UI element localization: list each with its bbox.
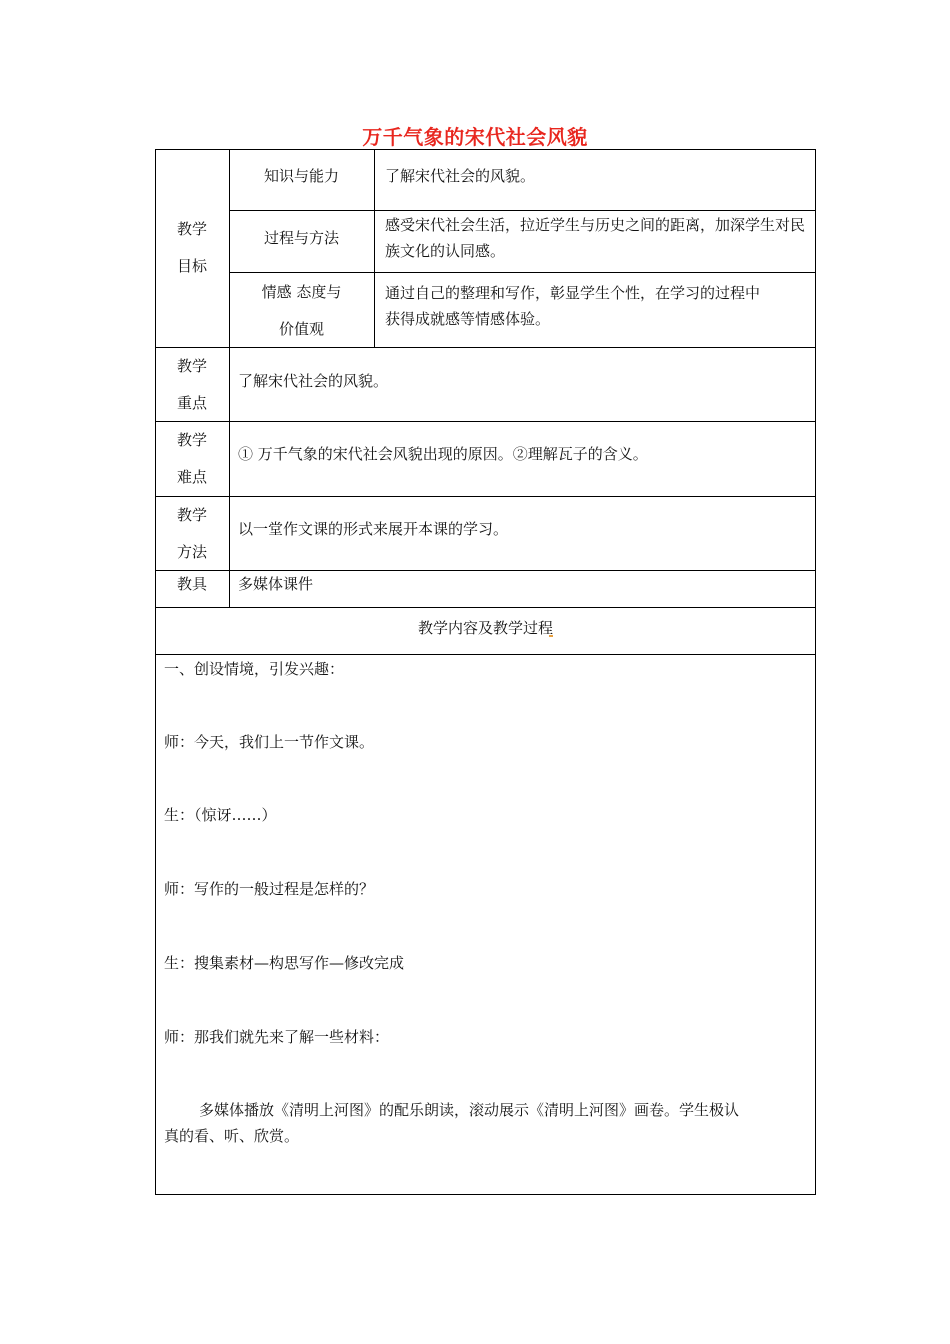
row-divider [155, 654, 816, 655]
dialogue-line: 生：（惊讶……） [164, 806, 277, 824]
objective-category-knowledge: 知识与能力 [263, 167, 339, 185]
dialogue-line: 师：那我们就先来了解一些材料： [164, 1028, 390, 1046]
row-divider [155, 421, 816, 422]
objective-content-emotion: 通过自己的整理和写作，彰显学生个性，在学习的过程中 获得成就感等情感体验。 [385, 284, 761, 328]
row-divider [229, 210, 816, 211]
tools-label: 教具 [176, 575, 207, 593]
objective-content-process: 感受宋代社会生活，拉近学生与历史之间的距离，加深学生对民族文化的认同感。 [385, 216, 806, 260]
difficulties-content: ① 万千气象的宋代社会风貌出现的原因。②理解瓦子的含义。 [238, 445, 648, 463]
dialogue-line: 师：写作的一般过程是怎样的？ [164, 880, 375, 898]
objective-content-knowledge: 了解宋代社会的风貌。 [385, 167, 536, 185]
key-points-label: 教学 重点 [176, 357, 207, 412]
method-content: 以一堂作文课的形式来展开本课的学习。 [238, 520, 509, 538]
process-section-heading: 一、创设情境，引发兴趣： [164, 660, 345, 678]
row-divider [155, 496, 816, 497]
key-points-content: 了解宋代社会的风貌。 [238, 372, 389, 390]
objective-category-process: 过程与方法 [263, 229, 339, 247]
row-divider [229, 272, 816, 273]
process-header: 教学内容及教学过程 [417, 619, 553, 637]
process-paragraph: 多媒体播放《清明上河图》的配乐朗读，滚动展示《清明上河图》画卷。学生极认 真的看、听、欣赏。 [164, 1101, 740, 1145]
method-label: 教学 方法 [176, 506, 207, 561]
row-divider [155, 607, 816, 608]
difficulties-label: 教学 难点 [176, 431, 207, 486]
column-divider [229, 149, 230, 608]
tools-content: 多媒体课件 [238, 575, 314, 593]
page-title: 万千气象的宋代社会风貌 [362, 125, 588, 149]
column-divider [374, 149, 375, 348]
dialogue-line: 生：搜集素材—构思写作—修改完成 [164, 954, 405, 972]
objectives-label: 教学 目标 [176, 220, 207, 275]
objective-category-emotion: 情感 态度与 价值观 [261, 283, 342, 338]
dialogue-line: 师：今天，我们上一节作文课。 [164, 733, 375, 751]
